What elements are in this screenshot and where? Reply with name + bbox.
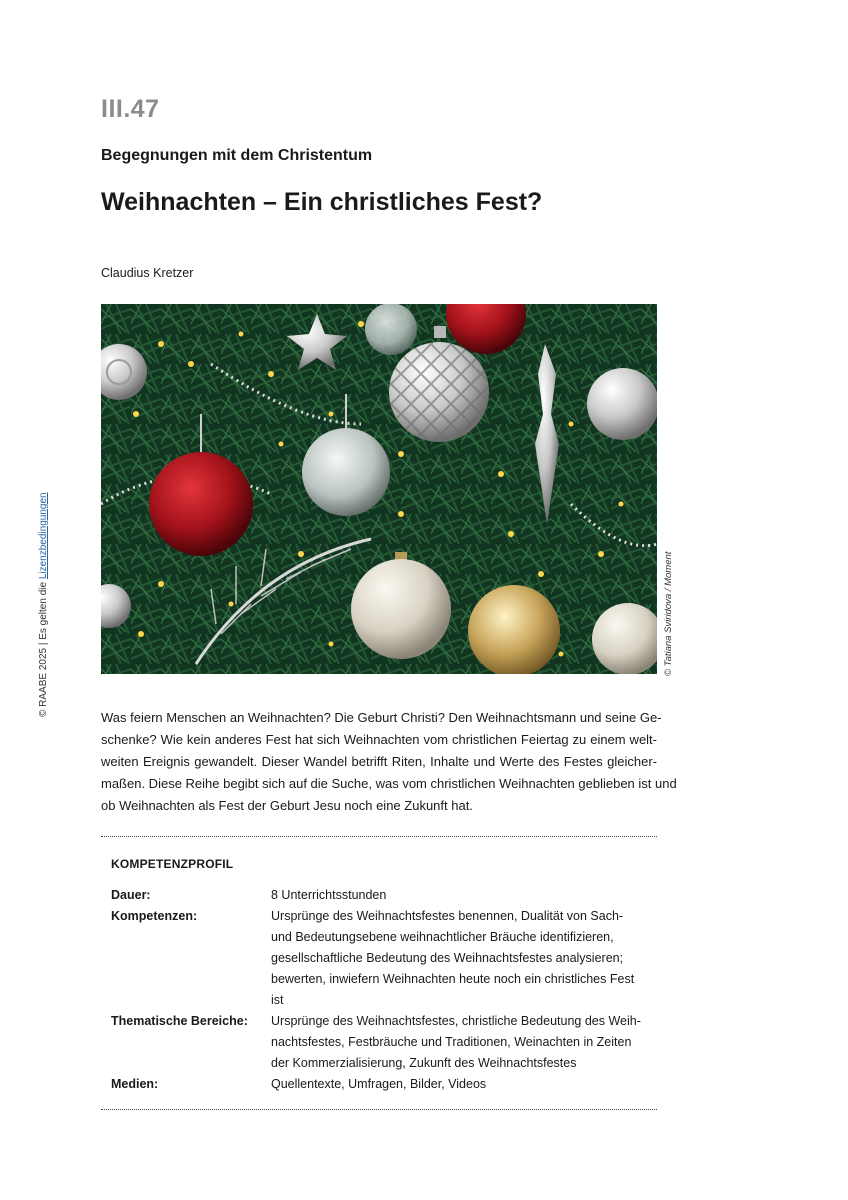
profile-value-line: gesellschaftliche Bedeutung des Weihnachtsfestes analysieren; xyxy=(271,951,624,965)
profile-value-line: der Kommerzialisierung, Zukunft des Weihnachtsfestes xyxy=(271,1056,577,1070)
unit-code: III.47 xyxy=(101,95,160,123)
license-link[interactable]: Lizenzbedingungen xyxy=(38,492,49,580)
profile-label: Thematische Bereiche: xyxy=(111,1014,248,1028)
profile-value-line: 8 Unterrichtsstunden xyxy=(271,888,387,902)
profile-value-line: nachtsfestes, Festbräuche und Traditionen, Weinachten in Zeiten xyxy=(271,1035,632,1049)
series-title: Begegnungen mit dem Christentum xyxy=(101,147,373,164)
intro-paragraph xyxy=(101,707,677,817)
intro-line: weiten Ereignis gewandelt. Dieser Wandel betrifft Riten, Inhalte und Werte des Festes gleicher- xyxy=(101,754,657,769)
profile-value-line: bewerten, inwiefern Weihnachten heute noch ein christliches Fest xyxy=(271,972,635,986)
intro-line: ob Weihnachten als Fest der Geburt Jesu noch eine Zukunft hat. xyxy=(101,798,473,813)
profile-value xyxy=(271,1074,647,1095)
profile-value xyxy=(271,1011,647,1074)
photo-credit: © Tatiana Sviridova / Moment xyxy=(663,551,674,676)
profile-value-line: und Bedeutungsebene weihnachtlicher Bräuche identifizieren, xyxy=(271,930,614,944)
intro-line: maßen. Diese Reihe begibt sich auf die Suche, was vom christlichen Weihnachten geblieben ist und xyxy=(101,776,677,791)
copyright-text: © RAABE 2025 | Es gelten die xyxy=(38,579,49,717)
profile-bottom-divider xyxy=(101,1109,657,1110)
profile-heading: KOMPETENZPROFIL xyxy=(111,857,234,871)
profile-label: Dauer: xyxy=(111,888,151,902)
copyright-note xyxy=(38,492,49,717)
profile-value-line: Ursprünge des Weihnachtsfestes benennen, Dualität von Sach- xyxy=(271,909,624,923)
profile-value-line: Ursprünge des Weihnachtsfestes, christliche Bedeutung des Weih- xyxy=(271,1014,641,1028)
page-title: Weihnachten – Ein christliches Fest? xyxy=(101,188,543,216)
profile-label: Medien: xyxy=(111,1077,159,1091)
profile-value xyxy=(271,906,647,1011)
christmas-tree-photo xyxy=(101,304,657,674)
profile-value-line: Quellentexte, Umfragen, Bilder, Videos xyxy=(271,1077,487,1091)
intro-line: schenke? Wie kein anderes Fest hat sich Weihnachten vom christlichen Feiertag zu einem welt- xyxy=(101,732,657,747)
profile-top-divider xyxy=(101,836,657,837)
profile-label: Kompetenzen: xyxy=(111,909,198,923)
intro-line: Was feiern Menschen an Weihnachten? Die Geburt Christi? Den Weihnachtsmann und seine Ge- xyxy=(101,710,662,725)
profile-value-line: ist xyxy=(271,993,284,1007)
profile-value xyxy=(271,885,647,906)
author-name: Claudius Kretzer xyxy=(101,266,194,280)
